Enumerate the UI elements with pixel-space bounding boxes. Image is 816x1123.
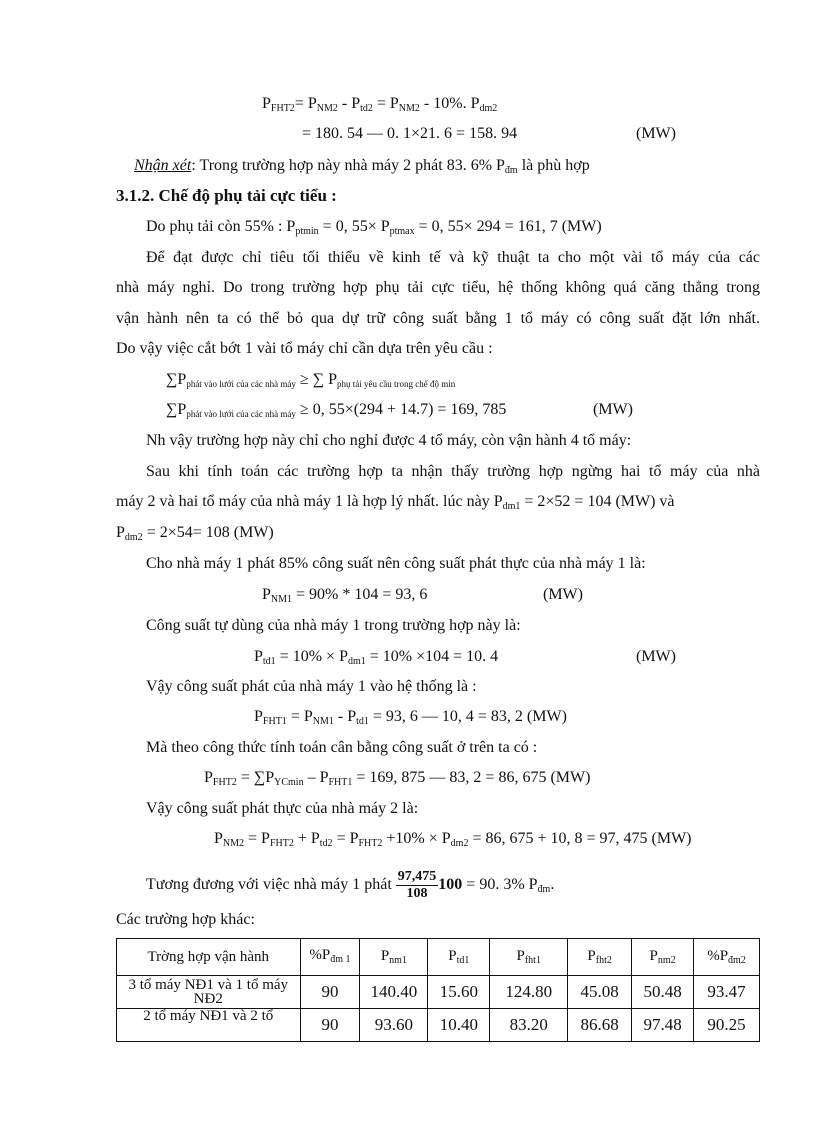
equation-pnm1-unit: (MW) [543,586,583,603]
paragraph-2-line-1: Để đạt được chỉ tiêu tối thiểu về kinh tế và kỹ thuật ta cho một vài tổ máy của các [146,249,760,266]
table-header: $\%P_{đm 1}$ [300,939,360,976]
table-row [117,976,760,1009]
equation-ptd1-unit: (MW) [636,648,676,665]
paragraph-2-line-4: Do vậy việc cắt bớt 1 vài tổ máy chỉ cần dựa trên yêu cầu : [116,340,493,357]
inequality-1: ∑Pphát vào lưới của các nhà máy ≥ ∑ Pphụ tải yêu cầu trong chế độ min [166,371,456,389]
paragraph-9: Vậy công suất phát thực của nhà máy 2 là: [146,800,419,817]
equation-ptd1: $P_{td1} = 10\% \times P_{dm1} = 10\% \times 104 = 10$. 4 [254,648,499,667]
table-cell: 124.80 [490,976,568,1009]
table-cell: 15.60 [428,976,490,1009]
equation-pfht2-unit: (MW) [636,125,676,142]
fraction: $\frac{97,475}{108}$ [397,868,437,901]
section-heading: 3.1.2. Chế độ phụ tải cực tiểu : [116,186,337,205]
table-cell: 3 tổ máy NĐ1 và 1 tổ máy NĐ2 [117,976,301,1009]
equation-pfht2-value: = 180. 54 — 0. 1×21. 6 = 158. 94 [302,125,518,142]
table-header: $P_{fht2}$ [568,939,632,976]
table-header-row [117,939,760,976]
table-cell: 45.08 [568,976,632,1009]
paragraph-load: Do phụ tải còn 55% : $P_{ptmin} = 0$, $55\times P_{ptmax} = 0$, 55× 294 = 161, 7 (MW) [146,218,602,237]
table-cell: 83.20 [490,1009,568,1042]
table-cell: 90 [300,1009,360,1042]
table-header: $\%P_{đm2}$ [694,939,760,976]
paragraph-2-line-2: nhà máy nghỉ. Do trong trường hợp phụ tải cực tiểu, hệ thống không quá căng thẳng trong [116,279,760,296]
table-header: Trờng hợp vận hành [117,939,301,976]
equation-pnm2: $P_{NM2} = P_{FHT2} + P_{td2} = P_{FHT2} +10\% \times P_{dm2} = 86$, 675 + 10, 8 = 97, 475 (MW) [214,830,692,849]
table-cell: 93.47 [694,976,760,1009]
paragraph-10: Tương đương với việc nhà máy 1 phát $\frac{97,475}{108}$ 100 = 90. 3% $P_{đm}$. [146,868,555,901]
equation-pfht2-balance: $P_{FHT2} = \sum P_{YCmin} - P_{FHT1} = 169$, 875 — 83, 2 = 86, 675 (MW) [204,769,591,788]
table-row [117,1009,760,1042]
paragraph-3: Nh vậy trường hợp này chỉ cho nghỉ được 4 tổ máy, còn vận hành 4 tổ máy: [146,432,632,449]
table-cell: 10.40 [428,1009,490,1042]
table-cell: 90 [300,976,360,1009]
paragraph-7: Vậy công suất phát của nhà máy 1 vào hệ thống là : [146,678,477,695]
paragraph-4-line-2: máy 2 và hai tổ máy của nhà máy 1 là hợp lý nhất. lúc này $P_{dm1} = 2\times 52 = 104$ (MW) và [116,493,675,512]
remark: Nhận xét: Trong trường hợp này nhà máy 2 phát 83. 6% $P_{đm}$ là phù hợp [134,157,590,176]
paragraph-5: Cho nhà máy 1 phát 85% công suất nên công suất phát thực của nhà máy 1 là: [146,555,646,572]
paragraph-6: Công suất tự dùng của nhà máy 1 trong trường hợp này là: [146,617,521,634]
table-cell: 90.25 [694,1009,760,1042]
table-cell: 93.60 [360,1009,428,1042]
equation-pnm1: $P_{NM1} = 90\% * 104 = 93$, 6 [262,586,428,605]
equation-pfht1: $P_{FHT1} = P_{NM1} - P_{td1} = 93$, 6 — 10, 4 = 83, 2 (MW) [254,708,567,727]
inequality-2: ∑Pphát vào lưới của các nhà máy ≥ 0, 55×(294 + 14.7) = 169, 785 [166,401,507,419]
paragraph-4-line-1: Sau khi tính toán các trường hợp ta nhận thấy trường hợp ngừng hai tổ máy của nhà [146,463,760,480]
table-cell: 97.48 [632,1009,694,1042]
table-header: $P_{nm2}$ [632,939,694,976]
other-cases-label: Các trường hợp khác: [116,911,255,928]
table-cell: 140.40 [360,976,428,1009]
table-header: $P_{td1}$ [428,939,490,976]
paragraph-4-line-3: $P_{dm2} = 2\times 54= 108$ (MW) [116,524,274,543]
table-cell: 2 tổ máy NĐ1 và 2 tổ [117,1009,301,1042]
equation-pfht2: $P_{FHT2}= P_{NM2} - P_{td2} = P_{NM2} - 10\%$. $P_{dm2}$ [262,95,498,114]
paragraph-8: Mà theo công thức tính toán cân bằng công suất ở trên ta có : [146,739,538,756]
table-cell: 86.68 [568,1009,632,1042]
cases-table [116,938,760,1042]
paragraph-2-line-3: vận hành nên ta có thể bỏ qua dự trữ công suất bằng 1 tổ máy có công suất đặt lớn nhất. [116,310,760,327]
table-header: $P_{fht1}$ [490,939,568,976]
inequality-2-unit: (MW) [593,401,633,418]
table-header: $P_{nm1}$ [360,939,428,976]
table-cell: 50.48 [632,976,694,1009]
